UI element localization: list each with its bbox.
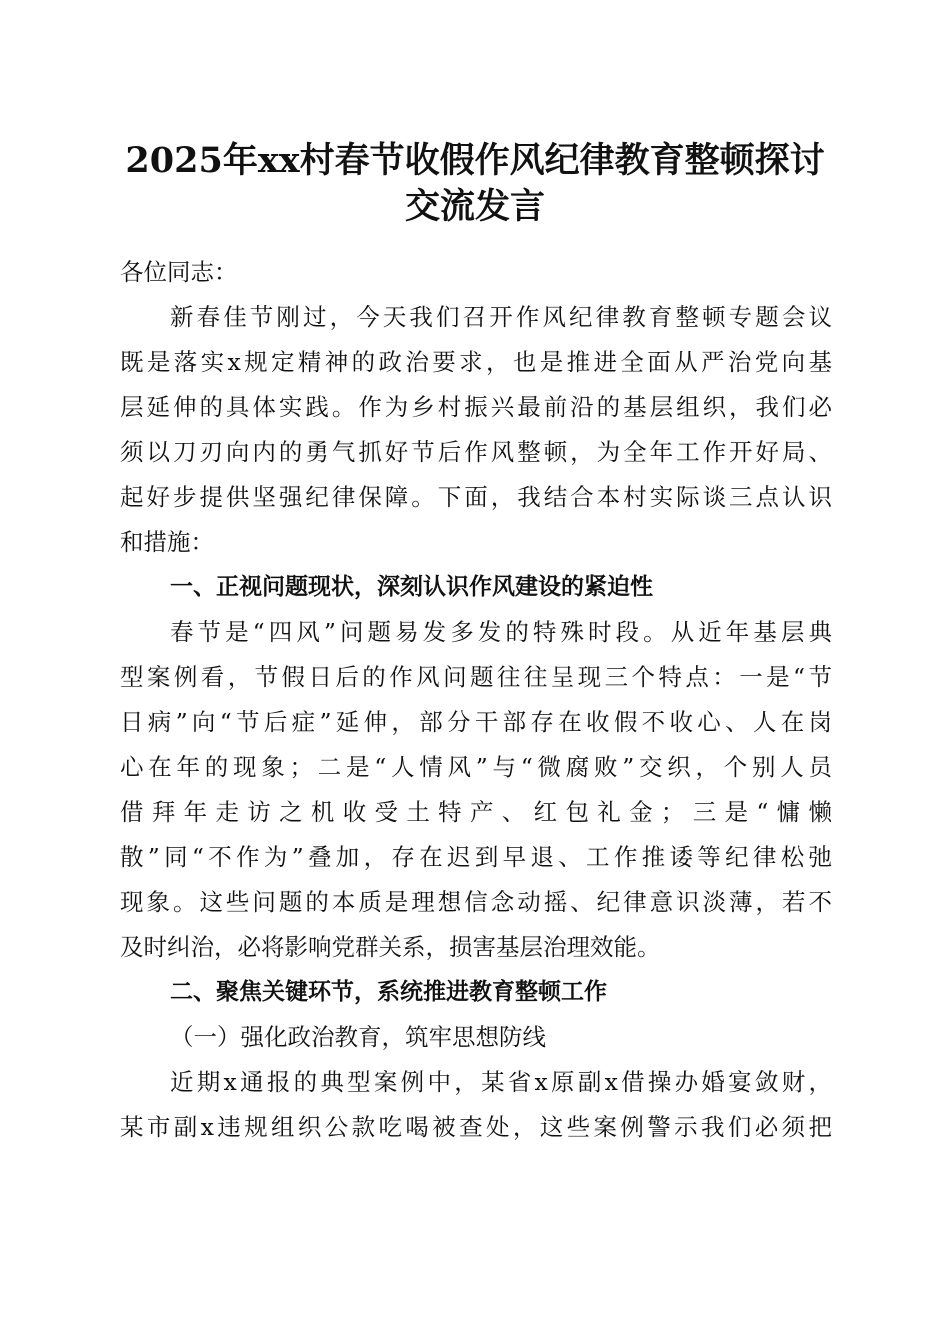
paragraph-line: 散”同“不作为”叠加，存在迟到早退、工作推诿等纪律松弛 <box>120 843 832 871</box>
subsection-heading-1: （一）强化政治教育，筑牢思想防线 <box>170 1023 546 1051</box>
paragraph-line: 新春佳节刚过，今天我们召开作风纪律教育整顿专题会议 <box>170 303 832 331</box>
paragraph-line: 借拜年走访之机收受土特产、红包礼金；三是“慵懒 <box>120 798 832 826</box>
paragraph-line: 心在年的现象；二是“人情风”与“微腐败”交织，个别人员 <box>120 753 832 781</box>
greeting: 各位同志： <box>120 258 238 286</box>
paragraph-line: 起好步提供坚强纪律保障。下面，我结合本村实际谈三点认识 <box>120 483 832 511</box>
paragraph-line: 层延伸的具体实践。作为乡村振兴最前沿的基层组织，我们必 <box>120 393 832 421</box>
document-title-line-1: 2025年xx村春节收假作风纪律教育整顿探讨 <box>125 140 825 181</box>
document-title-line-2: 交流发言 <box>404 186 545 227</box>
paragraph-line: 现象。这些问题的本质是理想信念动摇、纪律意识淡薄，若不 <box>120 888 832 916</box>
paragraph-line: 春节是“四风”问题易发多发的特殊时段。从近年基层典 <box>170 618 832 646</box>
section-heading-1: 一、正视问题现状，深刻认识作风建设的紧迫性 <box>170 574 653 600</box>
paragraph-line: 和措施： <box>120 528 214 556</box>
paragraph-line: 型案例看，节假日后的作风问题往往呈现三个特点：一是“节 <box>120 663 832 691</box>
paragraph-line: 近期x通报的典型案例中，某省x原副x借操办婚宴敛财， <box>170 1068 832 1096</box>
paragraph-line: 既是落实x规定精神的政治要求，也是推进全面从严治党向基 <box>120 348 832 376</box>
paragraph-line: 及时纠治，必将影响党群关系，损害基层治理效能。 <box>120 933 661 961</box>
paragraph-line: 日病”向“节后症”延伸，部分干部存在收假不收心、人在岗 <box>120 708 832 736</box>
paragraph-line: 某市副x违规组织公款吃喝被查处，这些案例警示我们必须把 <box>120 1113 832 1141</box>
section-heading-2: 二、聚焦关键环节，系统推进教育整顿工作 <box>170 979 607 1005</box>
document-body <box>120 250 832 1150</box>
paragraph-line: 须以刀刃向内的勇气抓好节后作风整顿，为全年工作开好局、 <box>120 438 832 466</box>
